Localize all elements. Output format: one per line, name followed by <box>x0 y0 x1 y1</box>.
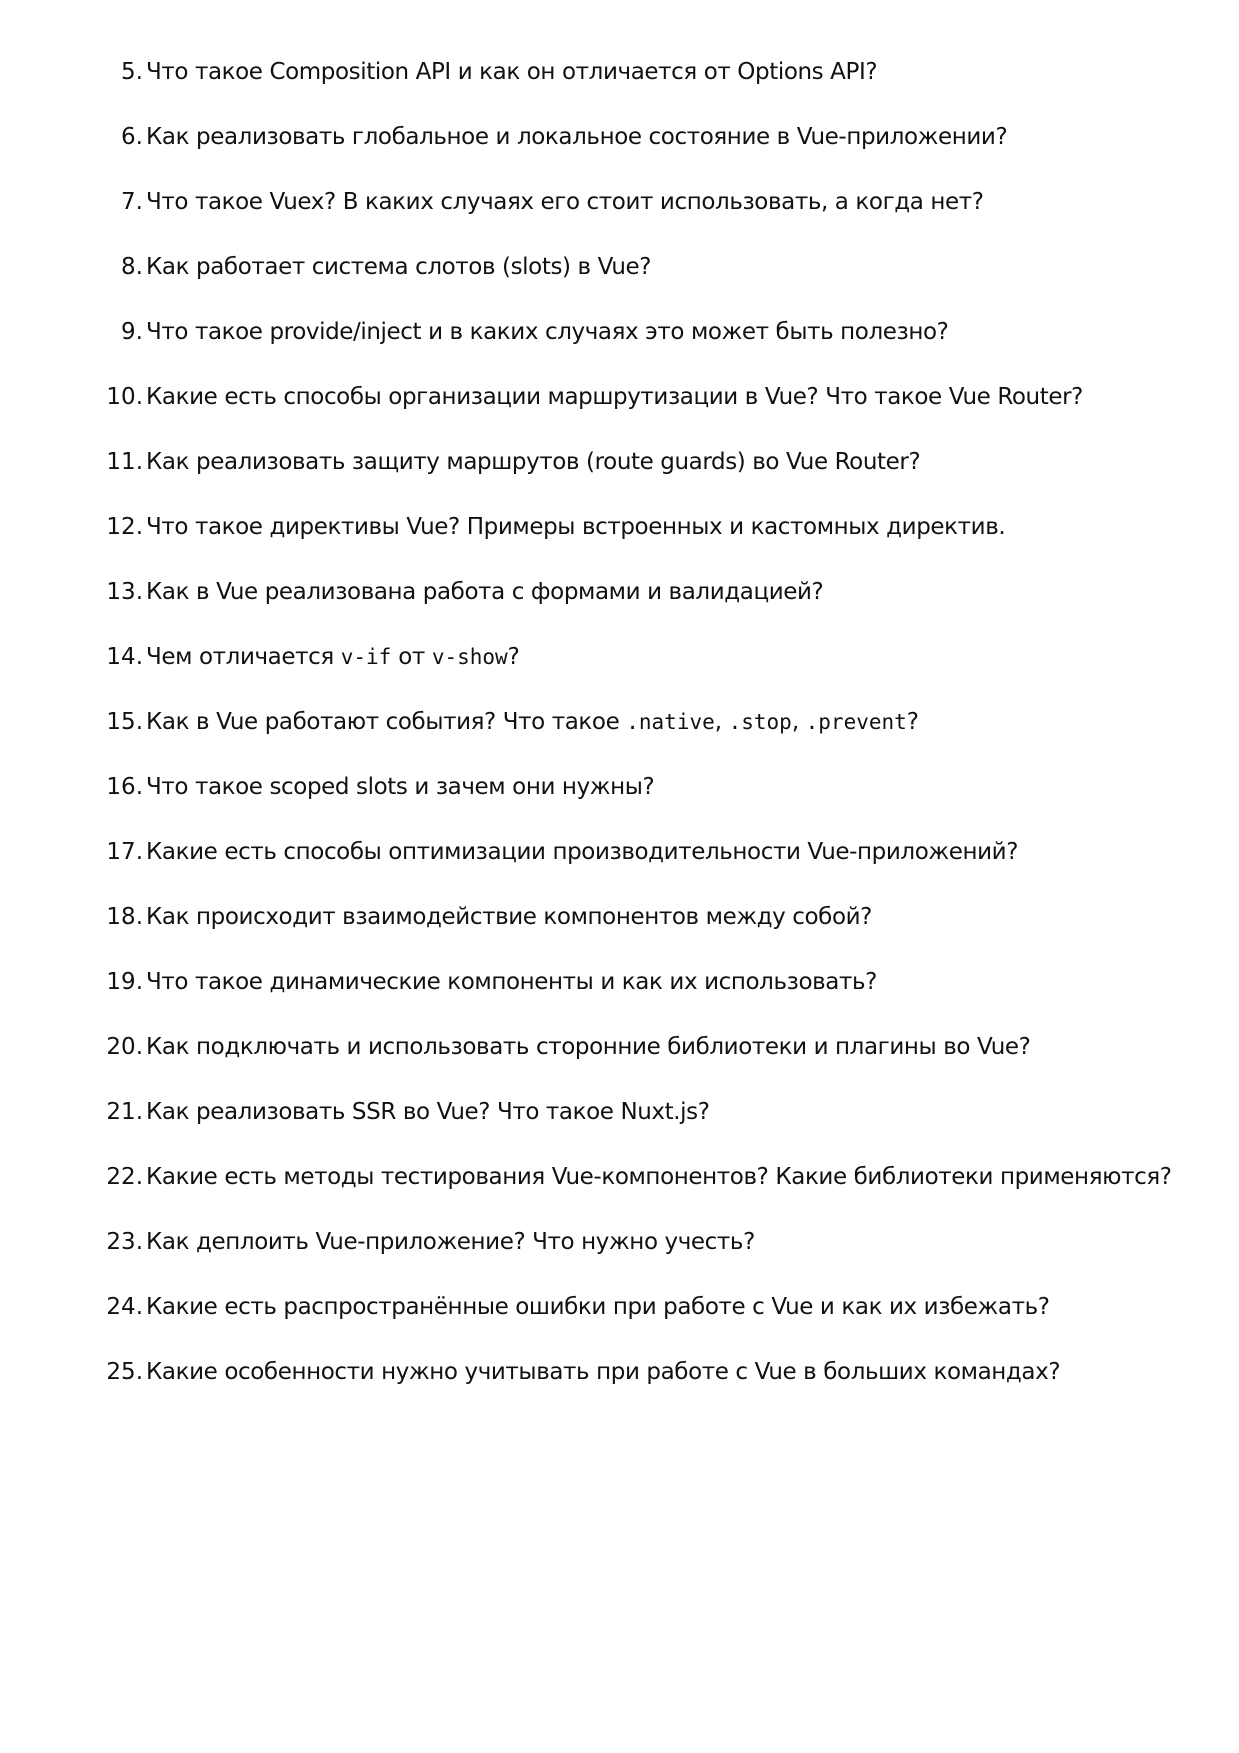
question-number: 11. <box>106 449 143 475</box>
question-item <box>0 318 1239 383</box>
question-number: 13. <box>106 579 143 605</box>
question-item <box>0 708 1239 773</box>
question-text <box>146 383 1083 411</box>
question-text-segment: , <box>714 709 729 735</box>
question-text <box>146 448 920 476</box>
question-text <box>146 1163 1172 1191</box>
question-number: 7. <box>121 189 143 215</box>
question-number: 16. <box>106 774 143 800</box>
question-item <box>0 1098 1239 1163</box>
question-text-segment: Какие есть способы оптимизации производительности Vue-приложений? <box>146 839 1018 865</box>
question-number: 19. <box>106 969 143 995</box>
question-text-segment: Как в Vue работают события? Что такое <box>146 709 627 735</box>
question-text-segment: Что такое Composition API и как он отличается от Options API? <box>146 59 878 85</box>
question-text <box>146 1228 755 1256</box>
question-text <box>146 318 948 346</box>
question-text-segment: Как происходит взаимодействие компонентов между собой? <box>146 904 872 930</box>
question-item <box>0 123 1239 188</box>
question-text-segment: Как в Vue реализована работа с формами и валидацией? <box>146 579 824 605</box>
question-number: 22. <box>106 1164 143 1190</box>
question-text-segment: Что такое Vuex? В каких случаях его стоит использовать, а когда нет? <box>146 189 984 215</box>
question-text <box>146 253 651 281</box>
question-text-segment: Как реализовать глобальное и локальное состояние в Vue-приложении? <box>146 124 1008 150</box>
question-text <box>146 643 519 671</box>
question-number: 5. <box>121 59 143 85</box>
question-number: 20. <box>106 1034 143 1060</box>
inline-code: .stop <box>728 710 792 734</box>
question-text <box>146 513 1005 541</box>
question-item <box>0 1358 1239 1423</box>
question-number: 24. <box>106 1294 143 1320</box>
question-item <box>0 253 1239 318</box>
question-text-segment: Что такое provide/inject и в каких случаях это может быть полезно? <box>146 319 949 345</box>
question-item <box>0 643 1239 708</box>
question-item <box>0 448 1239 513</box>
question-text-segment: от <box>391 644 432 670</box>
question-number: 6. <box>121 124 143 150</box>
question-item <box>0 773 1239 838</box>
question-item <box>0 838 1239 903</box>
question-text <box>146 188 984 216</box>
question-text <box>146 123 1007 151</box>
question-item <box>0 383 1239 448</box>
question-text-segment: Как реализовать SSR во Vue? Что такое Nuxt.js? <box>146 1099 710 1125</box>
question-item <box>0 513 1239 578</box>
question-text <box>146 1098 710 1126</box>
question-text-segment: , <box>791 709 806 735</box>
question-number: 23. <box>106 1229 143 1255</box>
question-text <box>146 1293 1050 1321</box>
inline-code: .native <box>626 710 715 734</box>
question-number: 10. <box>106 384 143 410</box>
question-text-segment: Какие есть способы организации маршрутизации в Vue? Что такое Vue Router? <box>146 384 1083 410</box>
question-text-segment: Как работает система слотов (slots) в Vue? <box>146 254 652 280</box>
question-text-segment: Как реализовать защиту маршрутов (route guards) во Vue Router? <box>146 449 921 475</box>
question-number: 25. <box>106 1359 143 1385</box>
question-text-segment: ? <box>507 644 520 670</box>
question-text <box>146 903 872 931</box>
question-item <box>0 1163 1239 1228</box>
question-text-segment: Какие есть методы тестирования Vue-компонентов? Какие библиотеки применяются? <box>146 1164 1172 1190</box>
inline-code: v-if <box>340 645 392 669</box>
question-item <box>0 188 1239 253</box>
question-number: 14. <box>106 644 143 670</box>
question-item <box>0 1228 1239 1293</box>
question-item <box>0 578 1239 643</box>
question-text-segment: ? <box>906 709 919 735</box>
question-item <box>0 58 1239 123</box>
question-text <box>146 1358 1060 1386</box>
question-item <box>0 1033 1239 1098</box>
question-text <box>146 708 919 736</box>
question-text <box>146 58 877 86</box>
inline-code: .prevent <box>805 710 907 734</box>
question-text-segment: Чем отличается <box>146 644 341 670</box>
question-item <box>0 903 1239 968</box>
question-text-segment: Какие особенности нужно учитывать при работе с Vue в больших командах? <box>146 1359 1061 1385</box>
question-text <box>146 578 823 606</box>
question-number: 15. <box>106 709 143 735</box>
inline-code: v-show <box>431 645 508 669</box>
question-text-segment: Что такое директивы Vue? Примеры встроенных и кастомных директив. <box>146 514 1006 540</box>
question-text-segment: Какие есть распространённые ошибки при работе с Vue и как их избежать? <box>146 1294 1050 1320</box>
question-number: 12. <box>106 514 143 540</box>
question-number: 17. <box>106 839 143 865</box>
question-number: 21. <box>106 1099 143 1125</box>
question-text <box>146 968 877 996</box>
question-text <box>146 838 1018 866</box>
question-item <box>0 968 1239 1033</box>
question-number: 9. <box>121 319 143 345</box>
question-text-segment: Как подключать и использовать сторонние библиотеки и плагины во Vue? <box>146 1034 1031 1060</box>
question-text-segment: Как деплоить Vue-приложение? Что нужно учесть? <box>146 1229 755 1255</box>
question-text <box>146 1033 1030 1061</box>
question-text <box>146 773 654 801</box>
question-number: 8. <box>121 254 143 280</box>
question-text-segment: Что такое scoped slots и зачем они нужны? <box>146 774 655 800</box>
question-text-segment: Что такое динамические компоненты и как их использовать? <box>146 969 877 995</box>
question-number: 18. <box>106 904 143 930</box>
question-list <box>0 58 1239 1423</box>
question-item <box>0 1293 1239 1358</box>
